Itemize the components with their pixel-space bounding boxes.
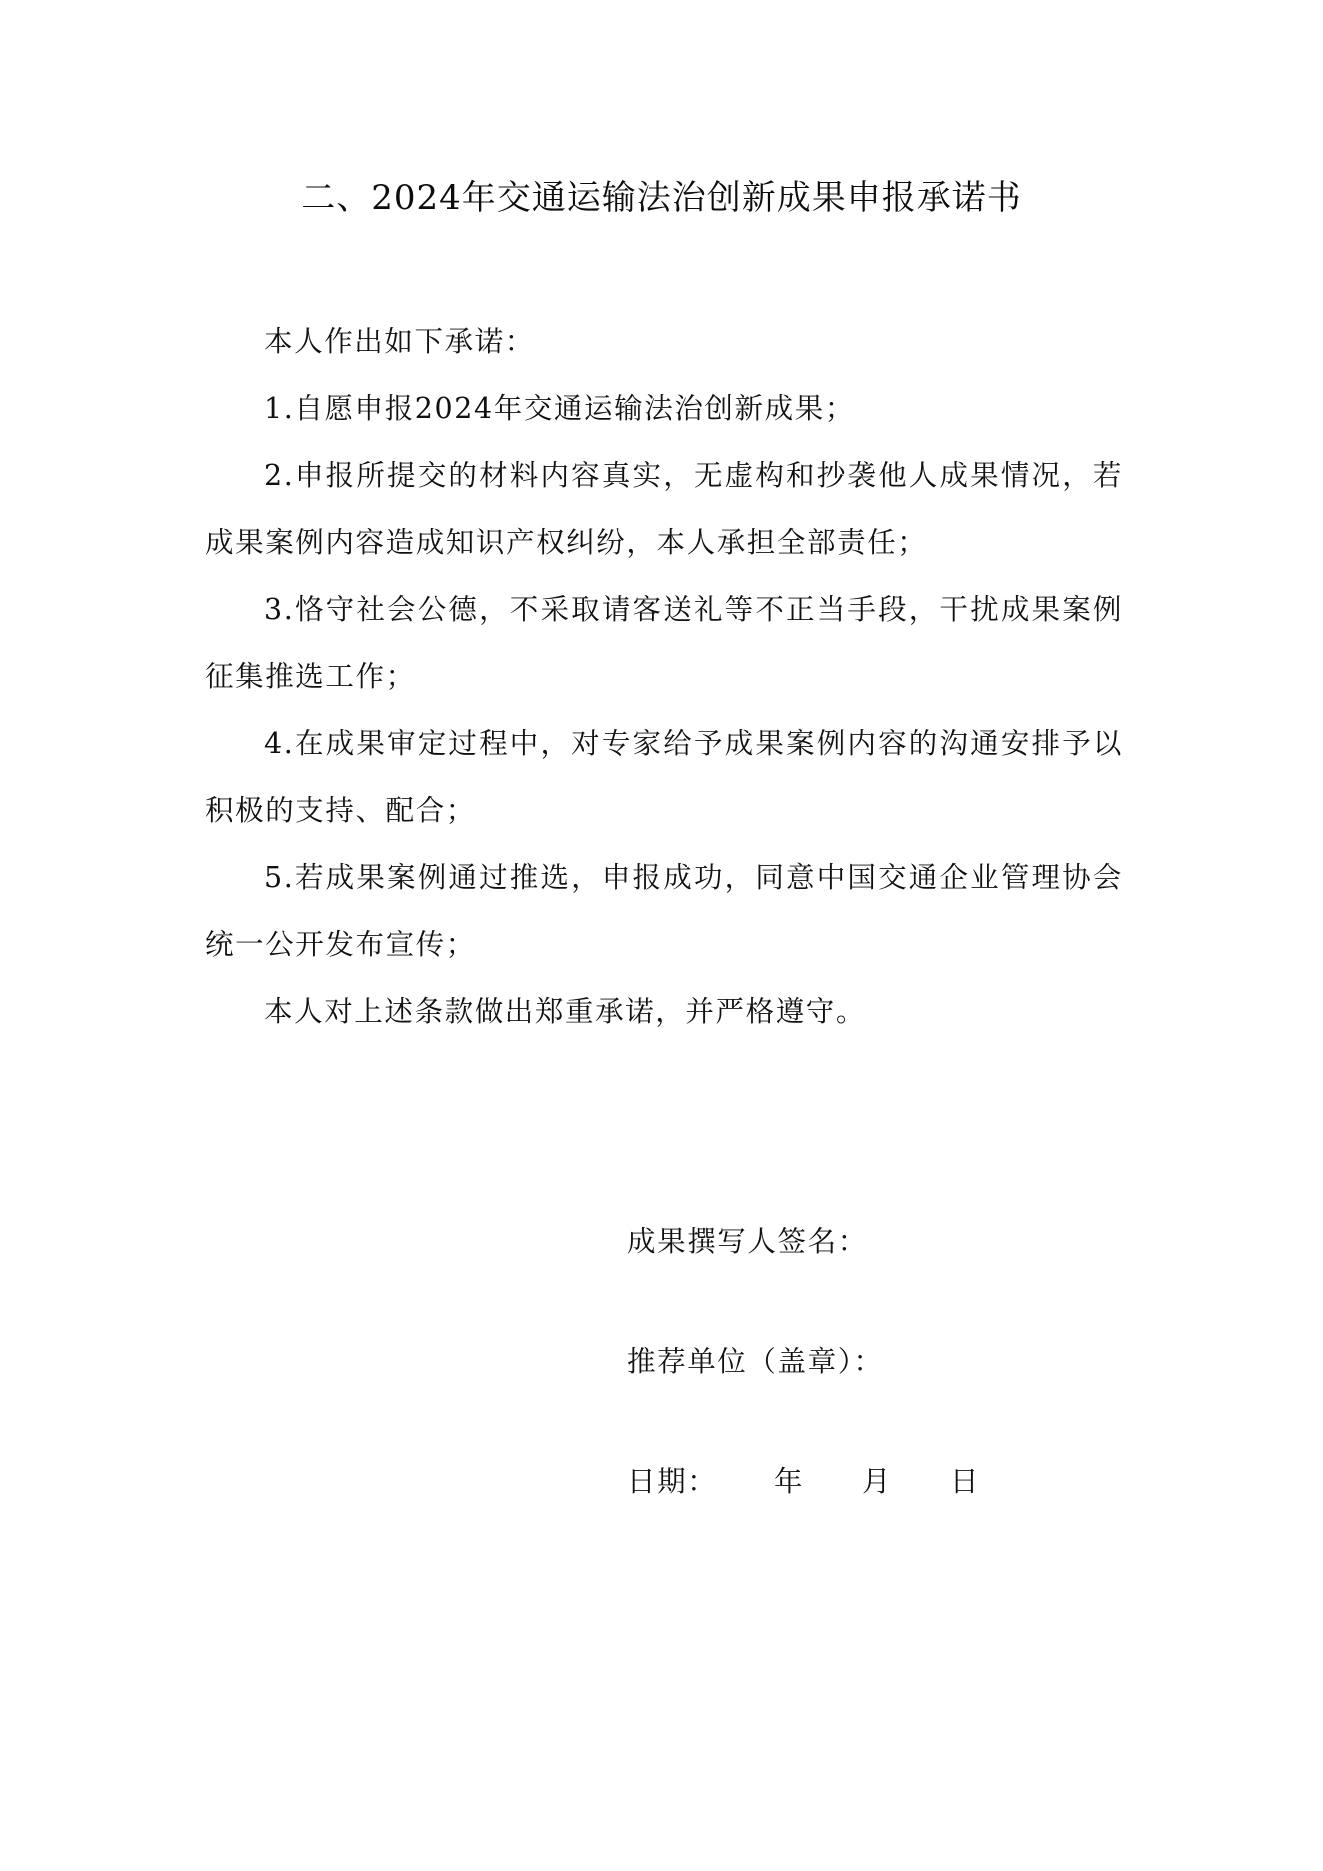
date-day-label: 日 <box>950 1465 981 1498</box>
commitment-item-1: 1.自愿申报2024年交通运输法治创新成果； <box>264 392 855 425</box>
commitment-item-4: 4.在成果审定过程中，对专家给予成果案例内容的沟通安排予以积极的支持、配合； <box>205 727 1123 827</box>
date-month-label: 月 <box>862 1465 893 1498</box>
signature-block <box>627 1220 980 1504</box>
commitment-body <box>205 308 1123 1045</box>
date-year-label: 年 <box>774 1465 805 1498</box>
commitment-closing: 本人对上述条款做出郑重承诺，并严格遵守。 <box>264 995 867 1028</box>
commitment-item-3: 3.恪守社会公德，不采取请客送礼等不正当手段，干扰成果案例征集推选工作； <box>205 593 1123 693</box>
commitment-item-2: 2.申报所提交的材料内容真实，无虚构和抄袭他人成果情况，若成果案例内容造成知识产权纠纷，本人承担全部责任； <box>205 459 1123 559</box>
commitment-intro: 本人作出如下承诺： <box>264 325 535 358</box>
author-signature-label: 成果撰写人签名： <box>627 1225 868 1258</box>
document-title: 二、2024年交通运输法治创新成果申报承诺书 <box>301 178 1022 218</box>
date-line <box>627 1460 980 1504</box>
recommending-unit-label: 推荐单位（盖章）： <box>627 1345 884 1378</box>
date-label: 日期： <box>627 1465 718 1498</box>
commitment-item-5: 5.若成果案例通过推选，申报成功，同意中国交通企业管理协会统一公开发布宣传； <box>205 861 1123 961</box>
